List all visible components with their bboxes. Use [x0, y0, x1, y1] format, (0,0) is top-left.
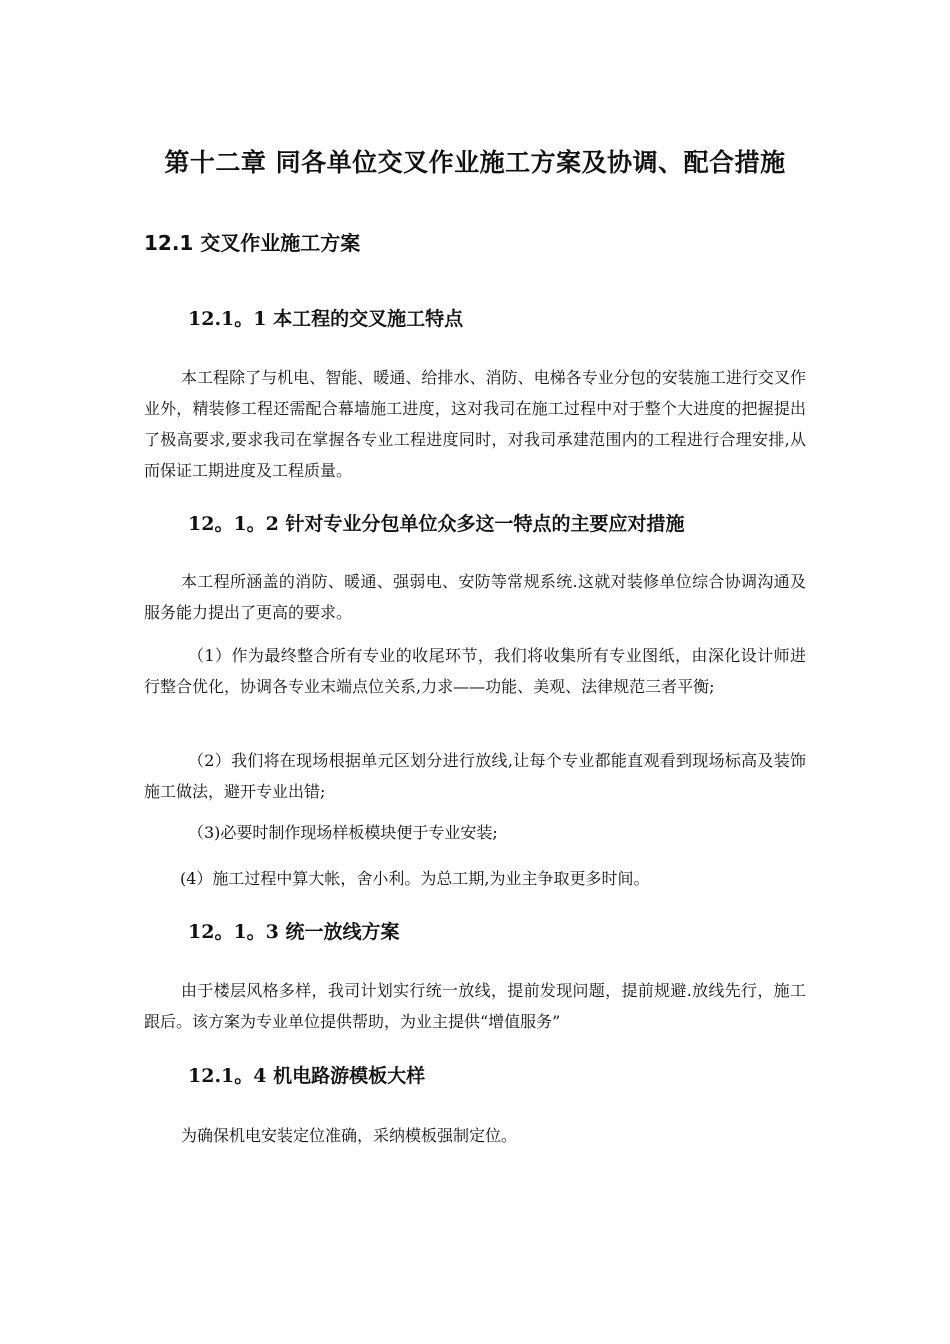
- subsection-heading-12-1-3: 12。1。3 统一放线方案: [188, 921, 400, 943]
- paragraph-unified-layout: 由于楼层风格多样，我司计划实行统一放线，提前发现问题，提前规避.放线先行，施工跟后。该方案为专业单位提供帮助，为业主提供“增值服务”: [144, 981, 806, 1031]
- subsection-heading-12-1-4: 12.1。4 机电路游模板大样: [188, 1065, 426, 1087]
- paragraph-coordination-requirements: 本工程所涵盖的消防、暖通、强弱电、安防等常规系统.这就对装修单位综合协调沟通及服务能力提出了更高的要求。: [144, 572, 806, 622]
- paragraph-template-positioning: 为确保机电安装定位准确，采纳模板强制定位。: [181, 1126, 518, 1145]
- section-title: 12.1 交叉作业施工方案: [144, 231, 361, 255]
- paragraph-measure-1: （1）作为最终整合所有专业的收尾环节，我们将收集所有专业图纸，由深化设计师进行整合优化，协调各专业末端点位关系,力求——功能、美观、法律规范三者平衡;: [144, 646, 806, 696]
- paragraph-measure-4: (4）施工过程中算大帐，舍小利。为总工期,为业主争取更多时间。: [180, 869, 650, 888]
- paragraph-cross-construction-features: 本工程除了与机电、智能、暖通、给排水、消防、电梯各专业分包的安装施工进行交叉作业外，精装修工程还需配合幕墙施工进度，这对我司在施工过程中对于整个大进度的把握提出了极高要求,要求我司在掌握各专业工程进度同时，对我司承建范围内的工程进行合理安排,从而保证工期进度及工程质量。: [144, 368, 806, 480]
- paragraph-measure-2: （2）我们将在现场根据单元区划分进行放线,让每个专业都能直观看到现场标高及装饰施工做法，避开专业出错;: [144, 751, 806, 801]
- paragraph-measure-3: （3)必要时制作现场样板模块便于专业安装;: [188, 823, 498, 842]
- subsection-heading-12-1-2: 12。1。2 针对专业分包单位众多这一特点的主要应对措施: [188, 513, 685, 535]
- subsection-heading-12-1-1: 12.1。1 本工程的交叉施工特点: [188, 308, 464, 330]
- chapter-title: 第十二章 同各单位交叉作业施工方案及协调、配合措施: [164, 148, 786, 177]
